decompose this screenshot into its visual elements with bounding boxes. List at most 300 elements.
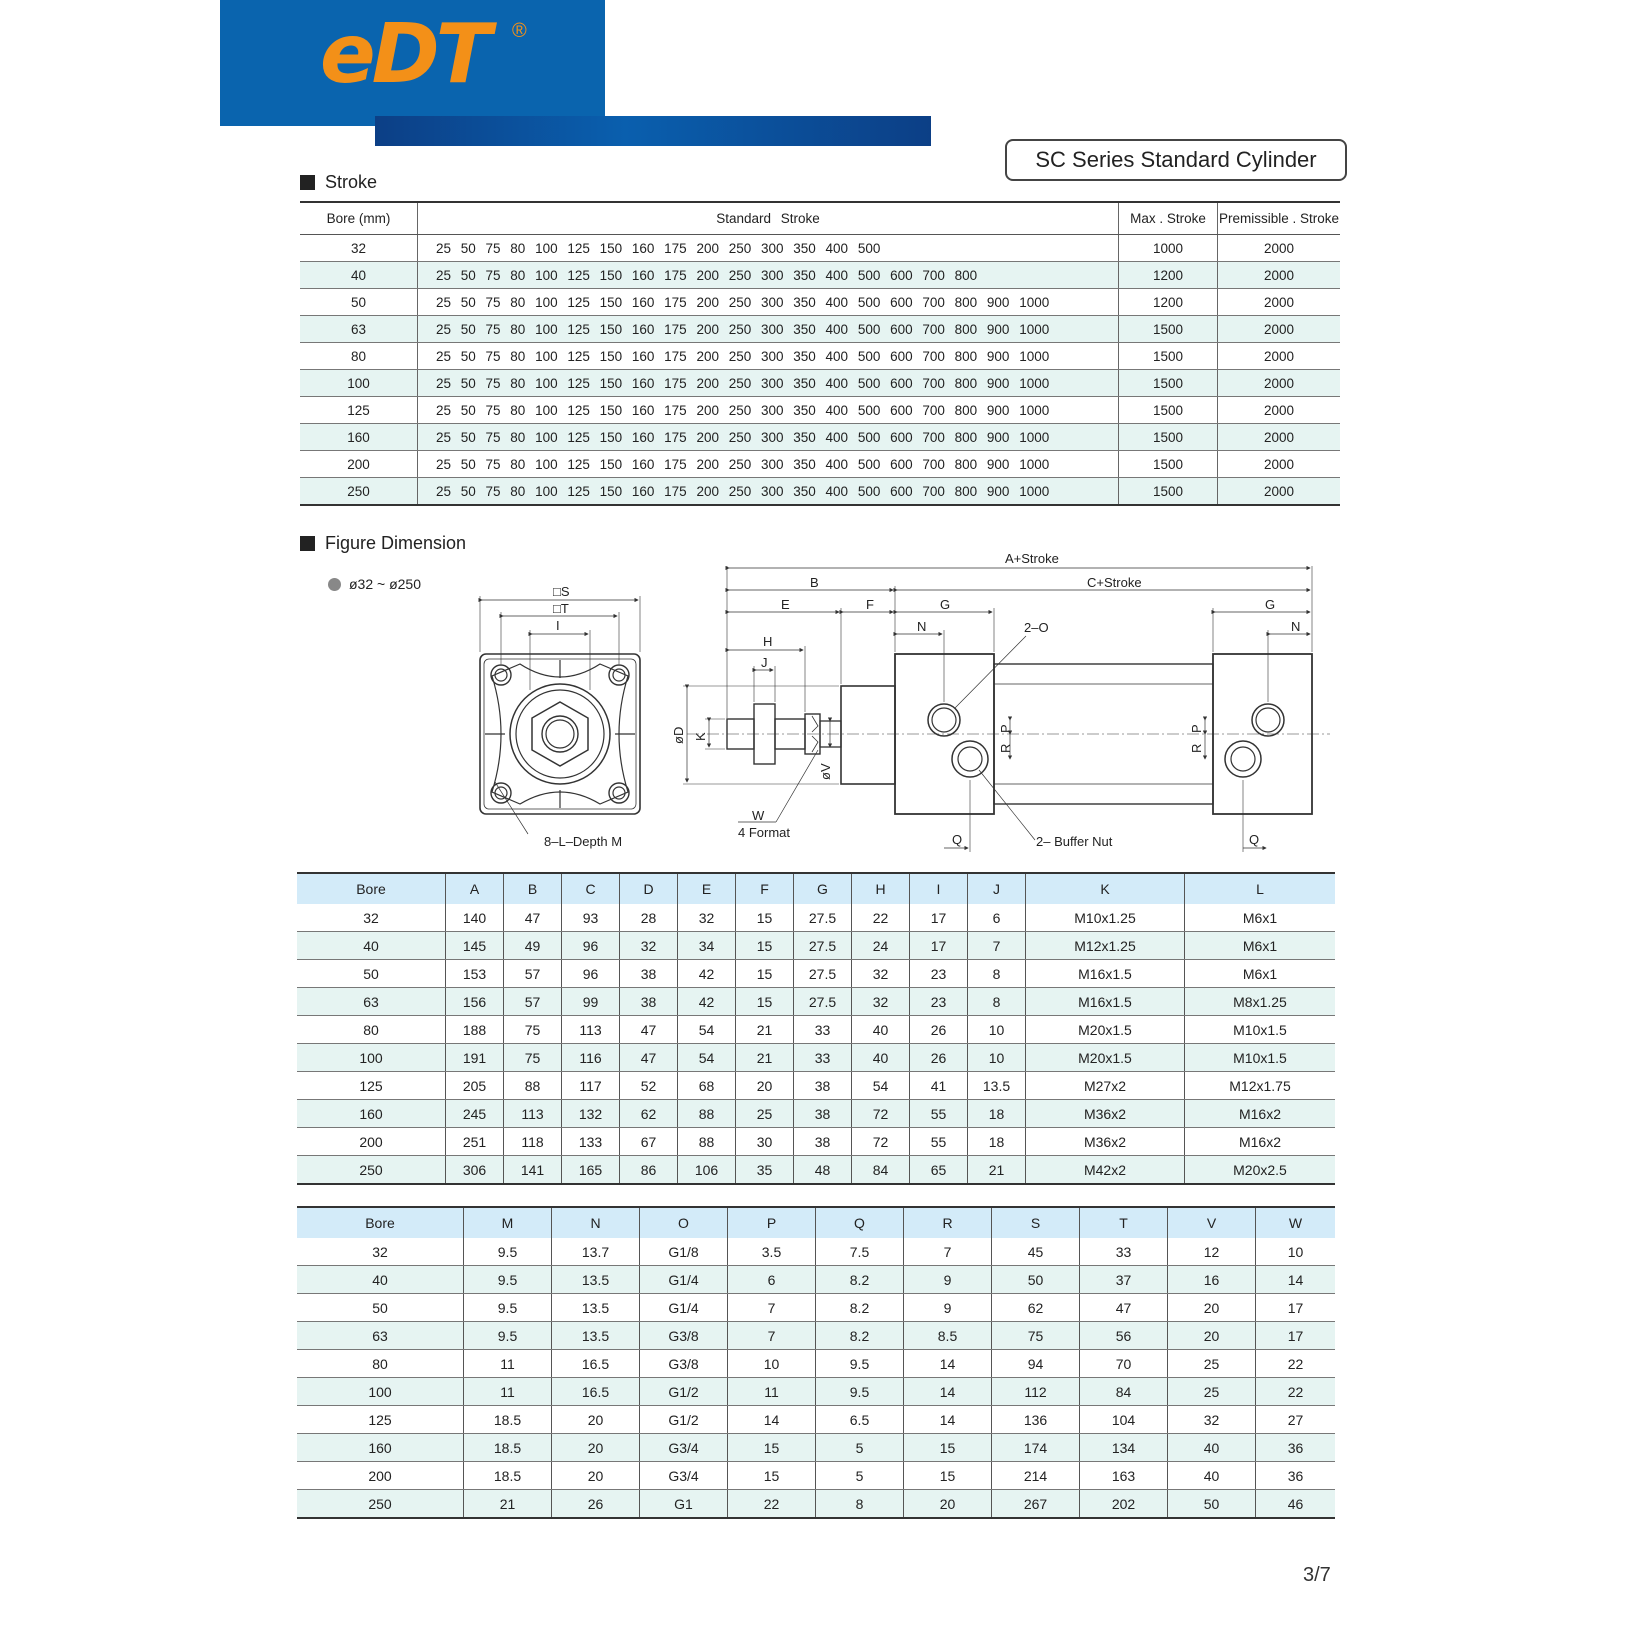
table-cell: 163 — [1080, 1462, 1168, 1490]
table-row — [297, 1238, 1335, 1266]
bullet-dot-icon — [328, 578, 341, 591]
column-header: S — [992, 1207, 1080, 1238]
table-cell: 1500 — [1119, 424, 1218, 451]
table-cell: 15 — [736, 960, 794, 988]
table-cell: 40 — [1168, 1462, 1256, 1490]
table-cell: 113 — [562, 1016, 620, 1044]
label-c-stroke: C+Stroke — [1087, 575, 1142, 590]
table-cell: M6x1 — [1185, 960, 1336, 988]
table-cell: 116 — [562, 1044, 620, 1072]
table-cell: 267 — [992, 1490, 1080, 1519]
table-cell: 1500 — [1119, 451, 1218, 478]
column-header: M — [464, 1207, 552, 1238]
table-cell: 47 — [1080, 1294, 1168, 1322]
table-cell: 9.5 — [816, 1350, 904, 1378]
table-cell: M10x1.25 — [1026, 904, 1185, 932]
table-cell: 1500 — [1119, 478, 1218, 506]
table-header-row — [300, 202, 1340, 235]
table-cell: 6.5 — [816, 1406, 904, 1434]
table-cell: G1/4 — [640, 1294, 728, 1322]
table-cell: 75 — [504, 1044, 562, 1072]
table-row — [297, 1378, 1335, 1406]
table-cell: 96 — [562, 932, 620, 960]
table-cell: M42x2 — [1026, 1156, 1185, 1185]
label-p2: P — [1189, 724, 1204, 733]
table-row — [297, 1322, 1335, 1350]
label-d: øD — [671, 726, 686, 744]
table-row — [300, 397, 1340, 424]
table-cell: 13.5 — [968, 1072, 1026, 1100]
table-row — [297, 1434, 1335, 1462]
table-cell: 54 — [678, 1016, 736, 1044]
table-cell: 84 — [852, 1156, 910, 1185]
column-header: Q — [816, 1207, 904, 1238]
label-q2: Q — [1249, 832, 1260, 847]
table-row — [297, 1128, 1335, 1156]
table-cell: 46 — [1256, 1490, 1336, 1519]
table-cell: 17 — [910, 904, 968, 932]
table-cell: 12 — [1168, 1238, 1256, 1266]
dimension-table-m-w — [297, 1206, 1335, 1519]
table-cell: 36 — [1256, 1462, 1336, 1490]
column-header: G — [794, 873, 852, 904]
table-cell: 100 — [300, 370, 418, 397]
table-cell: 191 — [446, 1044, 504, 1072]
front-view — [480, 596, 640, 834]
table-cell: 117 — [562, 1072, 620, 1100]
table-cell: 8 — [968, 960, 1026, 988]
table-cell: G3/4 — [640, 1434, 728, 1462]
label-a-stroke: A+Stroke — [1005, 551, 1059, 566]
table-row — [300, 343, 1340, 370]
table-cell: 1500 — [1119, 343, 1218, 370]
table-row — [297, 1044, 1335, 1072]
table-cell: 86 — [620, 1156, 678, 1185]
table-cell: 9.5 — [464, 1294, 552, 1322]
table-row — [297, 904, 1335, 932]
table-cell: 16 — [1168, 1266, 1256, 1294]
column-header: Standard Stroke — [418, 202, 1119, 235]
column-header: I — [910, 873, 968, 904]
table-cell: 14 — [904, 1378, 992, 1406]
table-cell: 9 — [904, 1294, 992, 1322]
table-cell: M12x1.75 — [1185, 1072, 1336, 1100]
column-header: C — [562, 873, 620, 904]
table-cell: 165 — [562, 1156, 620, 1185]
table-cell: 36 — [1256, 1434, 1336, 1462]
table-cell: 32 — [297, 904, 446, 932]
table-cell: 10 — [1256, 1238, 1336, 1266]
table-cell: 8 — [968, 988, 1026, 1016]
table-cell: 17 — [1256, 1294, 1336, 1322]
column-header: N — [552, 1207, 640, 1238]
table-cell: M10x1.5 — [1185, 1016, 1336, 1044]
table-cell: 63 — [297, 1322, 464, 1350]
table-row — [297, 1156, 1335, 1185]
table-cell: 41 — [910, 1072, 968, 1100]
table-cell: 125 — [297, 1406, 464, 1434]
table-cell: 56 — [1080, 1322, 1168, 1350]
table-cell: 35 — [736, 1156, 794, 1185]
label-buffer-nut: 2– Buffer Nut — [1036, 834, 1113, 849]
table-cell: 250 — [297, 1156, 446, 1185]
table-cell: 7 — [968, 932, 1026, 960]
table-cell: 72 — [852, 1100, 910, 1128]
table-cell: 11 — [464, 1350, 552, 1378]
label-k: K — [693, 732, 708, 741]
table-cell: 9.5 — [816, 1378, 904, 1406]
table-cell: 118 — [504, 1128, 562, 1156]
table-cell: 2000 — [1218, 397, 1341, 424]
stroke-table — [300, 201, 1340, 506]
table-cell: 13.5 — [552, 1294, 640, 1322]
table-cell: 132 — [562, 1100, 620, 1128]
table-cell: 22 — [1256, 1378, 1336, 1406]
table-cell: 25 — [1168, 1350, 1256, 1378]
brand-logo: eDT — [320, 7, 488, 102]
table-cell: G1/2 — [640, 1378, 728, 1406]
table-cell: 32 — [300, 235, 418, 262]
table-cell: 24 — [852, 932, 910, 960]
table-cell: 49 — [504, 932, 562, 960]
table-cell: 84 — [1080, 1378, 1168, 1406]
table-cell: M27x2 — [1026, 1072, 1185, 1100]
table-cell: 125 — [297, 1072, 446, 1100]
table-cell: 17 — [910, 932, 968, 960]
column-header: P — [728, 1207, 816, 1238]
label-o: 2–O — [1024, 620, 1049, 635]
table-cell: 3.5 — [728, 1238, 816, 1266]
table-cell: 25 50 75 80 100 125 150 160 175 200 250 300 350 400 500 600 700 800 900 1000 — [418, 451, 1119, 478]
table-cell: 54 — [852, 1072, 910, 1100]
column-header: Max . Stroke — [1119, 202, 1218, 235]
table-cell: 8.2 — [816, 1322, 904, 1350]
table-cell: 9.5 — [464, 1266, 552, 1294]
table-row — [297, 988, 1335, 1016]
table-cell: 20 — [1168, 1322, 1256, 1350]
label-g2: G — [1265, 597, 1276, 612]
label-depth: 8–L–Depth M — [544, 834, 623, 849]
table-cell: 14 — [1256, 1266, 1336, 1294]
table-cell: 11 — [728, 1378, 816, 1406]
table-cell: 40 — [300, 262, 418, 289]
table-cell: 37 — [1080, 1266, 1168, 1294]
table-cell: 8 — [816, 1490, 904, 1519]
table-cell: 18 — [968, 1100, 1026, 1128]
registered-mark: ® — [512, 20, 527, 42]
table-cell: 2000 — [1218, 478, 1341, 506]
table-cell: 32 — [1168, 1406, 1256, 1434]
table-cell: 15 — [904, 1434, 992, 1462]
table-cell: 15 — [728, 1434, 816, 1462]
column-header: D — [620, 873, 678, 904]
column-header: H — [852, 873, 910, 904]
table-cell: 2000 — [1218, 424, 1341, 451]
table-cell: 25 — [736, 1100, 794, 1128]
table-cell: 48 — [794, 1156, 852, 1185]
table-cell: 7 — [728, 1322, 816, 1350]
table-cell: 13.5 — [552, 1266, 640, 1294]
table-cell: 250 — [297, 1490, 464, 1519]
table-cell: M20x1.5 — [1026, 1016, 1185, 1044]
table-cell: 8.2 — [816, 1294, 904, 1322]
table-cell: 30 — [736, 1128, 794, 1156]
table-cell: G3/8 — [640, 1350, 728, 1378]
table-row — [300, 235, 1340, 262]
label-n: N — [917, 619, 927, 634]
table-row — [300, 262, 1340, 289]
table-cell: M12x1.25 — [1026, 932, 1185, 960]
table-cell: 25 50 75 80 100 125 150 160 175 200 250 300 350 400 500 600 700 800 900 1000 — [418, 397, 1119, 424]
table-cell: 113 — [504, 1100, 562, 1128]
table-cell: 50 — [297, 960, 446, 988]
table-cell: 32 — [297, 1238, 464, 1266]
table-cell: M16x1.5 — [1026, 960, 1185, 988]
table-cell: 5 — [816, 1462, 904, 1490]
table-cell: M6x1 — [1185, 904, 1336, 932]
table-cell: 50 — [992, 1266, 1080, 1294]
table-cell: 21 — [736, 1044, 794, 1072]
column-header: R — [904, 1207, 992, 1238]
table-cell: 9.5 — [464, 1322, 552, 1350]
table-cell: 23 — [910, 960, 968, 988]
table-cell: 17 — [1256, 1322, 1336, 1350]
table-cell: 15 — [904, 1462, 992, 1490]
table-row — [300, 451, 1340, 478]
table-cell: 55 — [910, 1100, 968, 1128]
table-cell: 27.5 — [794, 904, 852, 932]
column-header: T — [1080, 1207, 1168, 1238]
table-cell: 75 — [992, 1322, 1080, 1350]
table-cell: 38 — [794, 1128, 852, 1156]
table-cell: 145 — [446, 932, 504, 960]
table-cell: 8.5 — [904, 1322, 992, 1350]
table-cell: 57 — [504, 988, 562, 1016]
table-cell: 80 — [300, 343, 418, 370]
table-cell: 80 — [297, 1350, 464, 1378]
table-cell: 27.5 — [794, 932, 852, 960]
table-cell: 38 — [620, 988, 678, 1016]
column-header: F — [736, 873, 794, 904]
table-cell: 100 — [297, 1378, 464, 1406]
table-cell: 20 — [904, 1490, 992, 1519]
table-cell: 9 — [904, 1266, 992, 1294]
table-cell: 25 50 75 80 100 125 150 160 175 200 250 300 350 400 500 600 700 800 — [418, 262, 1119, 289]
table-cell: 54 — [678, 1044, 736, 1072]
table-cell: 104 — [1080, 1406, 1168, 1434]
table-cell: 28 — [620, 904, 678, 932]
table-header-row — [297, 873, 1335, 904]
table-cell: 40 — [297, 1266, 464, 1294]
table-cell: 26 — [910, 1016, 968, 1044]
column-header: L — [1185, 873, 1336, 904]
table-cell: 112 — [992, 1378, 1080, 1406]
column-header: W — [1256, 1207, 1336, 1238]
table-cell: 27.5 — [794, 960, 852, 988]
table-cell: 33 — [1080, 1238, 1168, 1266]
table-cell: 38 — [794, 1100, 852, 1128]
table-cell: 21 — [736, 1016, 794, 1044]
table-cell: 2000 — [1218, 370, 1341, 397]
bullet-square-icon — [300, 175, 315, 190]
table-cell: 160 — [297, 1100, 446, 1128]
table-cell: 22 — [852, 904, 910, 932]
table-cell: 125 — [300, 397, 418, 424]
table-cell: 245 — [446, 1100, 504, 1128]
label-n2: N — [1291, 619, 1301, 634]
table-cell: 1500 — [1119, 316, 1218, 343]
column-header: B — [504, 873, 562, 904]
table-cell: 134 — [1080, 1434, 1168, 1462]
table-cell: 10 — [968, 1016, 1026, 1044]
table-header-row — [297, 1207, 1335, 1238]
table-cell: 63 — [297, 988, 446, 1016]
figure-section-title: Figure Dimension — [300, 533, 466, 554]
table-cell: 100 — [297, 1044, 446, 1072]
column-header: Bore — [297, 1207, 464, 1238]
table-cell: 200 — [297, 1462, 464, 1490]
table-cell: 72 — [852, 1128, 910, 1156]
table-cell: 32 — [678, 904, 736, 932]
table-row — [300, 370, 1340, 397]
table-cell: 18.5 — [464, 1406, 552, 1434]
table-cell: 251 — [446, 1128, 504, 1156]
table-cell: 40 — [852, 1016, 910, 1044]
table-cell: M36x2 — [1026, 1128, 1185, 1156]
table-cell: 20 — [552, 1462, 640, 1490]
table-cell: 133 — [562, 1128, 620, 1156]
label-w-format: 4 Format — [738, 825, 791, 840]
column-header: E — [678, 873, 736, 904]
bullet-square-icon — [300, 536, 315, 551]
table-cell: M6x1 — [1185, 932, 1336, 960]
table-cell: 13.5 — [552, 1322, 640, 1350]
table-cell: 18 — [968, 1128, 1026, 1156]
table-cell: 2000 — [1218, 235, 1341, 262]
table-cell: M20x1.5 — [1026, 1044, 1185, 1072]
table-cell: 20 — [552, 1406, 640, 1434]
table-cell: 2000 — [1218, 451, 1341, 478]
table-cell: 94 — [992, 1350, 1080, 1378]
table-cell: 16.5 — [552, 1350, 640, 1378]
table-cell: 52 — [620, 1072, 678, 1100]
table-cell: M16x2 — [1185, 1100, 1336, 1128]
column-header: K — [1026, 873, 1185, 904]
table-cell: 50 — [300, 289, 418, 316]
label-r: R — [998, 743, 1013, 753]
table-cell: 32 — [620, 932, 678, 960]
table-cell: 16.5 — [552, 1378, 640, 1406]
table-cell: 156 — [446, 988, 504, 1016]
table-cell: 32 — [852, 960, 910, 988]
table-cell: 26 — [910, 1044, 968, 1072]
table-cell: 50 — [297, 1294, 464, 1322]
table-cell: 88 — [678, 1128, 736, 1156]
table-cell: 6 — [968, 904, 1026, 932]
table-cell: 25 — [1168, 1378, 1256, 1406]
column-header: V — [1168, 1207, 1256, 1238]
table-row — [297, 960, 1335, 988]
table-row — [297, 1406, 1335, 1434]
table-cell: 25 50 75 80 100 125 150 160 175 200 250 300 350 400 500 — [418, 235, 1119, 262]
column-header: J — [968, 873, 1026, 904]
table-cell: 2000 — [1218, 316, 1341, 343]
table-cell: 106 — [678, 1156, 736, 1185]
table-cell: 1200 — [1119, 289, 1218, 316]
table-cell: 26 — [552, 1490, 640, 1519]
table-cell: 15 — [736, 932, 794, 960]
table-cell: 25 50 75 80 100 125 150 160 175 200 250 300 350 400 500 600 700 800 900 1000 — [418, 343, 1119, 370]
bore-range: ø32 ~ ø250 — [328, 576, 421, 592]
table-cell: 14 — [904, 1406, 992, 1434]
table-cell: 47 — [504, 904, 562, 932]
table-cell: 200 — [300, 451, 418, 478]
table-cell: M16x2 — [1185, 1128, 1336, 1156]
table-cell: 62 — [992, 1294, 1080, 1322]
table-cell: 40 — [852, 1044, 910, 1072]
table-cell: 20 — [736, 1072, 794, 1100]
table-row — [297, 1294, 1335, 1322]
table-cell: 25 50 75 80 100 125 150 160 175 200 250 300 350 400 500 600 700 800 900 1000 — [418, 424, 1119, 451]
label-j: J — [761, 655, 768, 670]
table-cell: 55 — [910, 1128, 968, 1156]
table-cell: M10x1.5 — [1185, 1044, 1336, 1072]
label-e: E — [781, 597, 790, 612]
table-cell: 141 — [504, 1156, 562, 1185]
table-cell: 80 — [297, 1016, 446, 1044]
label-p: P — [998, 724, 1013, 733]
table-cell: 10 — [728, 1350, 816, 1378]
table-cell: 57 — [504, 960, 562, 988]
table-cell: 140 — [446, 904, 504, 932]
table-cell: 11 — [464, 1378, 552, 1406]
table-cell: 205 — [446, 1072, 504, 1100]
table-cell: 13.7 — [552, 1238, 640, 1266]
table-row — [300, 316, 1340, 343]
table-cell: 250 — [300, 478, 418, 506]
page-title: SC Series Standard Cylinder — [1005, 139, 1347, 181]
table-row — [297, 1350, 1335, 1378]
label-t: □T — [553, 601, 569, 616]
table-cell: 88 — [504, 1072, 562, 1100]
table-cell: 50 — [1168, 1490, 1256, 1519]
table-cell: 62 — [620, 1100, 678, 1128]
label-i: I — [556, 618, 560, 633]
table-cell: 7.5 — [816, 1238, 904, 1266]
table-cell: 67 — [620, 1128, 678, 1156]
table-cell: 153 — [446, 960, 504, 988]
table-cell: G1/4 — [640, 1266, 728, 1294]
table-cell: 20 — [1168, 1294, 1256, 1322]
table-cell: 99 — [562, 988, 620, 1016]
table-row — [297, 1266, 1335, 1294]
table-row — [297, 1100, 1335, 1128]
table-cell: 2000 — [1218, 289, 1341, 316]
table-cell: 25 50 75 80 100 125 150 160 175 200 250 300 350 400 500 600 700 800 900 1000 — [418, 289, 1119, 316]
table-cell: 136 — [992, 1406, 1080, 1434]
label-g: G — [940, 597, 951, 612]
table-cell: 18.5 — [464, 1434, 552, 1462]
table-cell: 200 — [297, 1128, 446, 1156]
table-cell: 2000 — [1218, 343, 1341, 370]
table-row — [300, 424, 1340, 451]
table-row — [297, 932, 1335, 960]
table-cell: 40 — [297, 932, 446, 960]
table-cell: G3/8 — [640, 1322, 728, 1350]
label-f: F — [866, 597, 874, 612]
table-cell: 25 50 75 80 100 125 150 160 175 200 250 300 350 400 500 600 700 800 900 1000 — [418, 370, 1119, 397]
table-cell: 38 — [620, 960, 678, 988]
